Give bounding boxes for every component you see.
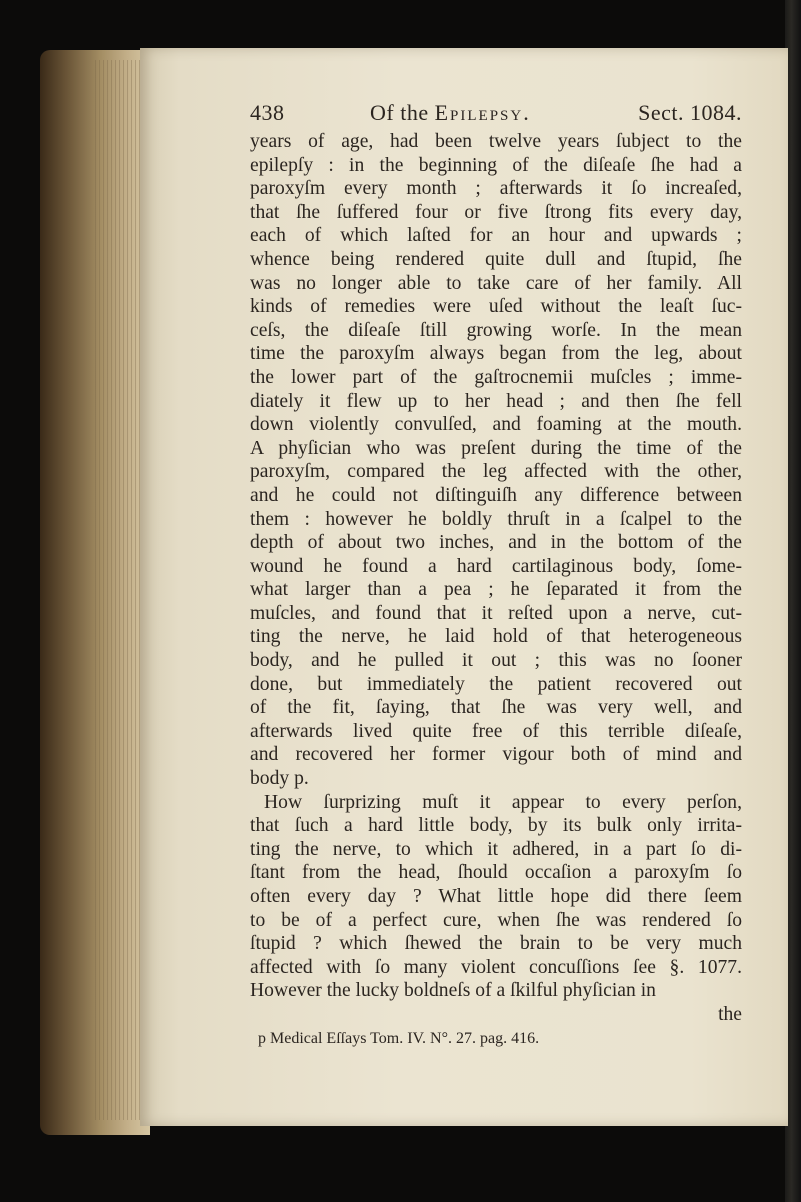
catchword: the <box>718 1003 742 1025</box>
text-line: body p. <box>250 768 309 790</box>
text-line: ceſs, the diſeaſe ſtill growing worſe. In the mean <box>250 319 742 341</box>
text-line: was no longer able to take care of her family. All <box>250 272 742 294</box>
running-title-caps: Epilepsy. <box>434 100 531 125</box>
text-line: what larger than a pea ; he ſeparated it from the <box>250 579 742 601</box>
text-line: A phyſician who was preſent during the time of the <box>250 437 742 459</box>
text-line: ting the nerve, to which it adhered, in a part ſo di- <box>250 838 742 860</box>
text-line: paroxyſm every month ; afterwards it ſo increaſed, <box>250 178 742 200</box>
page-number: 438 <box>250 100 285 125</box>
section-reference: Sect. 1084. <box>638 100 742 125</box>
running-header <box>250 100 742 130</box>
text-line: each of which laſted for an hour and upwards ; <box>250 225 742 247</box>
text-line: ſtupid ? which ſhewed the brain to be very much <box>250 933 742 955</box>
text-line: whence being rendered quite dull and ſtupid, ſhe <box>250 248 742 270</box>
text-line: affected with ſo many violent concuſſions ſee §. 1077. <box>250 956 742 978</box>
text-line: epilepſy : in the beginning of the diſeaſe ſhe had a <box>250 154 742 176</box>
text-line: down violently convulſed, and foaming at the mouth. <box>250 414 742 436</box>
text-line: afterwards lived quite free of this terrible diſeaſe, <box>250 720 742 742</box>
text-line: that ſhe ſuffered four or five ſtrong fits every day, <box>250 201 742 223</box>
text-line: kinds of remedies were uſed without the leaſt ſuc- <box>250 296 742 318</box>
text-line: and he could not diſtinguiſh any difference between <box>250 484 742 506</box>
text-line: years of age, had been twelve years ſubject to the <box>250 131 742 152</box>
text-line: However the lucky boldneſs of a ſkilful phyſician in <box>250 980 656 1002</box>
footnote: p Medical Eſſays Tom. IV. N°. 27. pag. 416. <box>258 1029 540 1047</box>
text-line: ſtant from the head, ſhould occaſion a paroxyſm ſo <box>250 862 742 884</box>
text-line: them : however he boldly thruſt in a ſcalpel to the <box>250 508 742 530</box>
text-line: and recovered her former vigour both of mind and <box>250 744 742 766</box>
text-line: How ſurprizing muſt it appear to every perſon, <box>264 791 742 813</box>
running-title-prefix: Of the <box>370 100 429 125</box>
text-line: of the fit, ſaying, that ſhe was very well, and <box>250 697 742 719</box>
text-line: that ſuch a hard little body, by its bulk only irrita- <box>250 815 742 837</box>
text-line: paroxyſm, compared the leg affected with the other, <box>250 461 742 483</box>
text-line: wound he found a hard cartilaginous body, ſome- <box>250 555 742 577</box>
text-line: to be of a perfect cure, when ſhe was rendered ſo <box>250 909 742 931</box>
text-line: the lower part of the gaſtrocnemii muſcles ; imme- <box>250 366 742 388</box>
text-line: often every day ? What little hope did there ſeem <box>250 886 742 907</box>
text-line: done, but immediately the patient recovered out <box>250 673 742 695</box>
text-line: muſcles, and found that it reſted upon a nerve, cut- <box>250 602 742 624</box>
text-line: ting the nerve, he laid hold of that heterogeneous <box>250 626 742 648</box>
text-line: time the paroxyſm always began from the leg, about <box>250 343 742 365</box>
body-text <box>250 130 742 1003</box>
text-line: body, and he pulled it out ; this was no ſooner <box>250 650 742 672</box>
page-text <box>250 100 742 1049</box>
text-line: depth of about two inches, and in the bottom of the <box>250 532 742 554</box>
running-title <box>370 100 531 126</box>
text-line: diately it flew up to her head ; and then ſhe fell <box>250 390 742 412</box>
